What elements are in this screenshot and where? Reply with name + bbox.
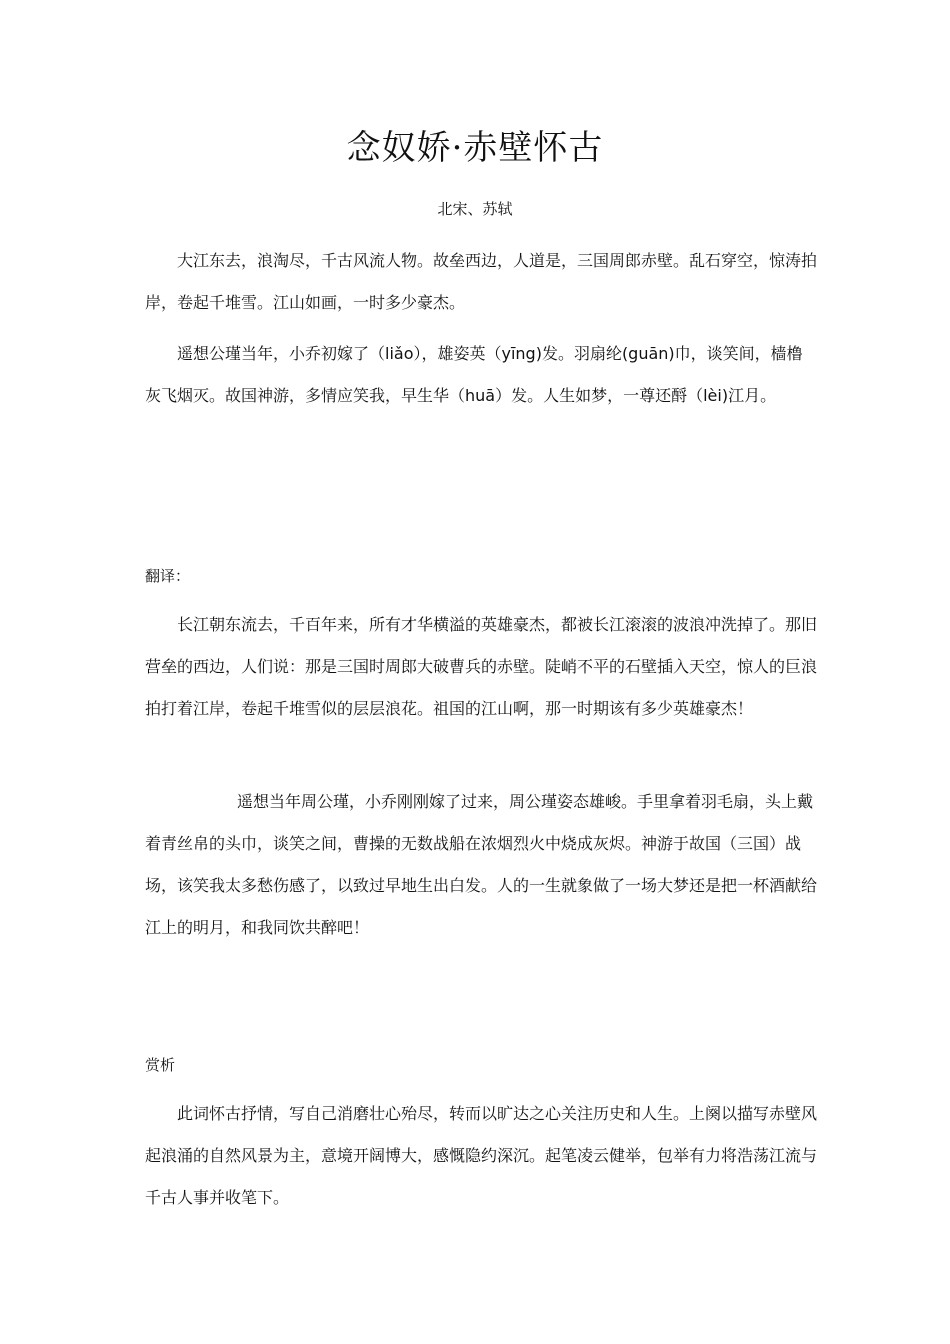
appreciation-heading: 赏析 [145, 1056, 176, 1074]
translation-heading: 翻译： [145, 567, 191, 585]
poem-stanza-1: 大江东去，浪淘尽，千古风流人物。故垒西边，人道是，三国周郎赤壁。乱石穿空，惊涛拍岸，卷起千堆雪。江山如画，一时多少豪杰。 [145, 251, 818, 312]
poem-stanza-2: 遥想公瑾当年，小乔初嫁了（liǎo），雄姿英（yīng)发。羽扇纶(guān)巾，谈笑间，樯橹灰飞烟灭。故国神游，多情应笑我，早生华（huā）发。人生如梦，一尊还酹（lèi)江月。 [145, 344, 803, 405]
appreciation-paragraph-1: 此词怀古抒情，写自己消磨壮心殆尽，转而以旷达之心关注历史和人生。上阕以描写赤壁风起浪涌的自然风景为主，意境开阔博大，感慨隐约深沉。起笔凌云健举，包举有力将浩荡江流与千古人事并收笔下。 [145, 1104, 818, 1207]
poem-title: 念奴娇·赤壁怀古 [346, 128, 604, 168]
poem-author: 北宋、苏轼 [437, 200, 513, 218]
translation-paragraph-1: 长江朝东流去，千百年来，所有才华横溢的英雄豪杰，都被长江滚滚的波浪冲洗掉了。那旧营垒的西边，人们说：那是三国时周郎大破曹兵的赤壁。陡峭不平的石壁插入天空，惊人的巨浪拍打着江岸，卷起千堆雪似的层层浪花。祖国的江山啊，那一时期该有多少英雄豪杰！ [145, 615, 818, 718]
translation-paragraph-2: 遥想当年周公瑾，小乔刚刚嫁了过来，周公瑾姿态雄峻。手里拿着羽毛扇，头上戴着青丝帛的头巾，谈笑之间，曹操的无数战船在浓烟烈火中烧成灰烬。神游于故国（三国）战场，该笑我太多愁伤感了，以致过早地生出白发。人的一生就象做了一场大梦还是把一杯酒献给江上的明月，和我同饮共醉吧！ [145, 792, 818, 937]
